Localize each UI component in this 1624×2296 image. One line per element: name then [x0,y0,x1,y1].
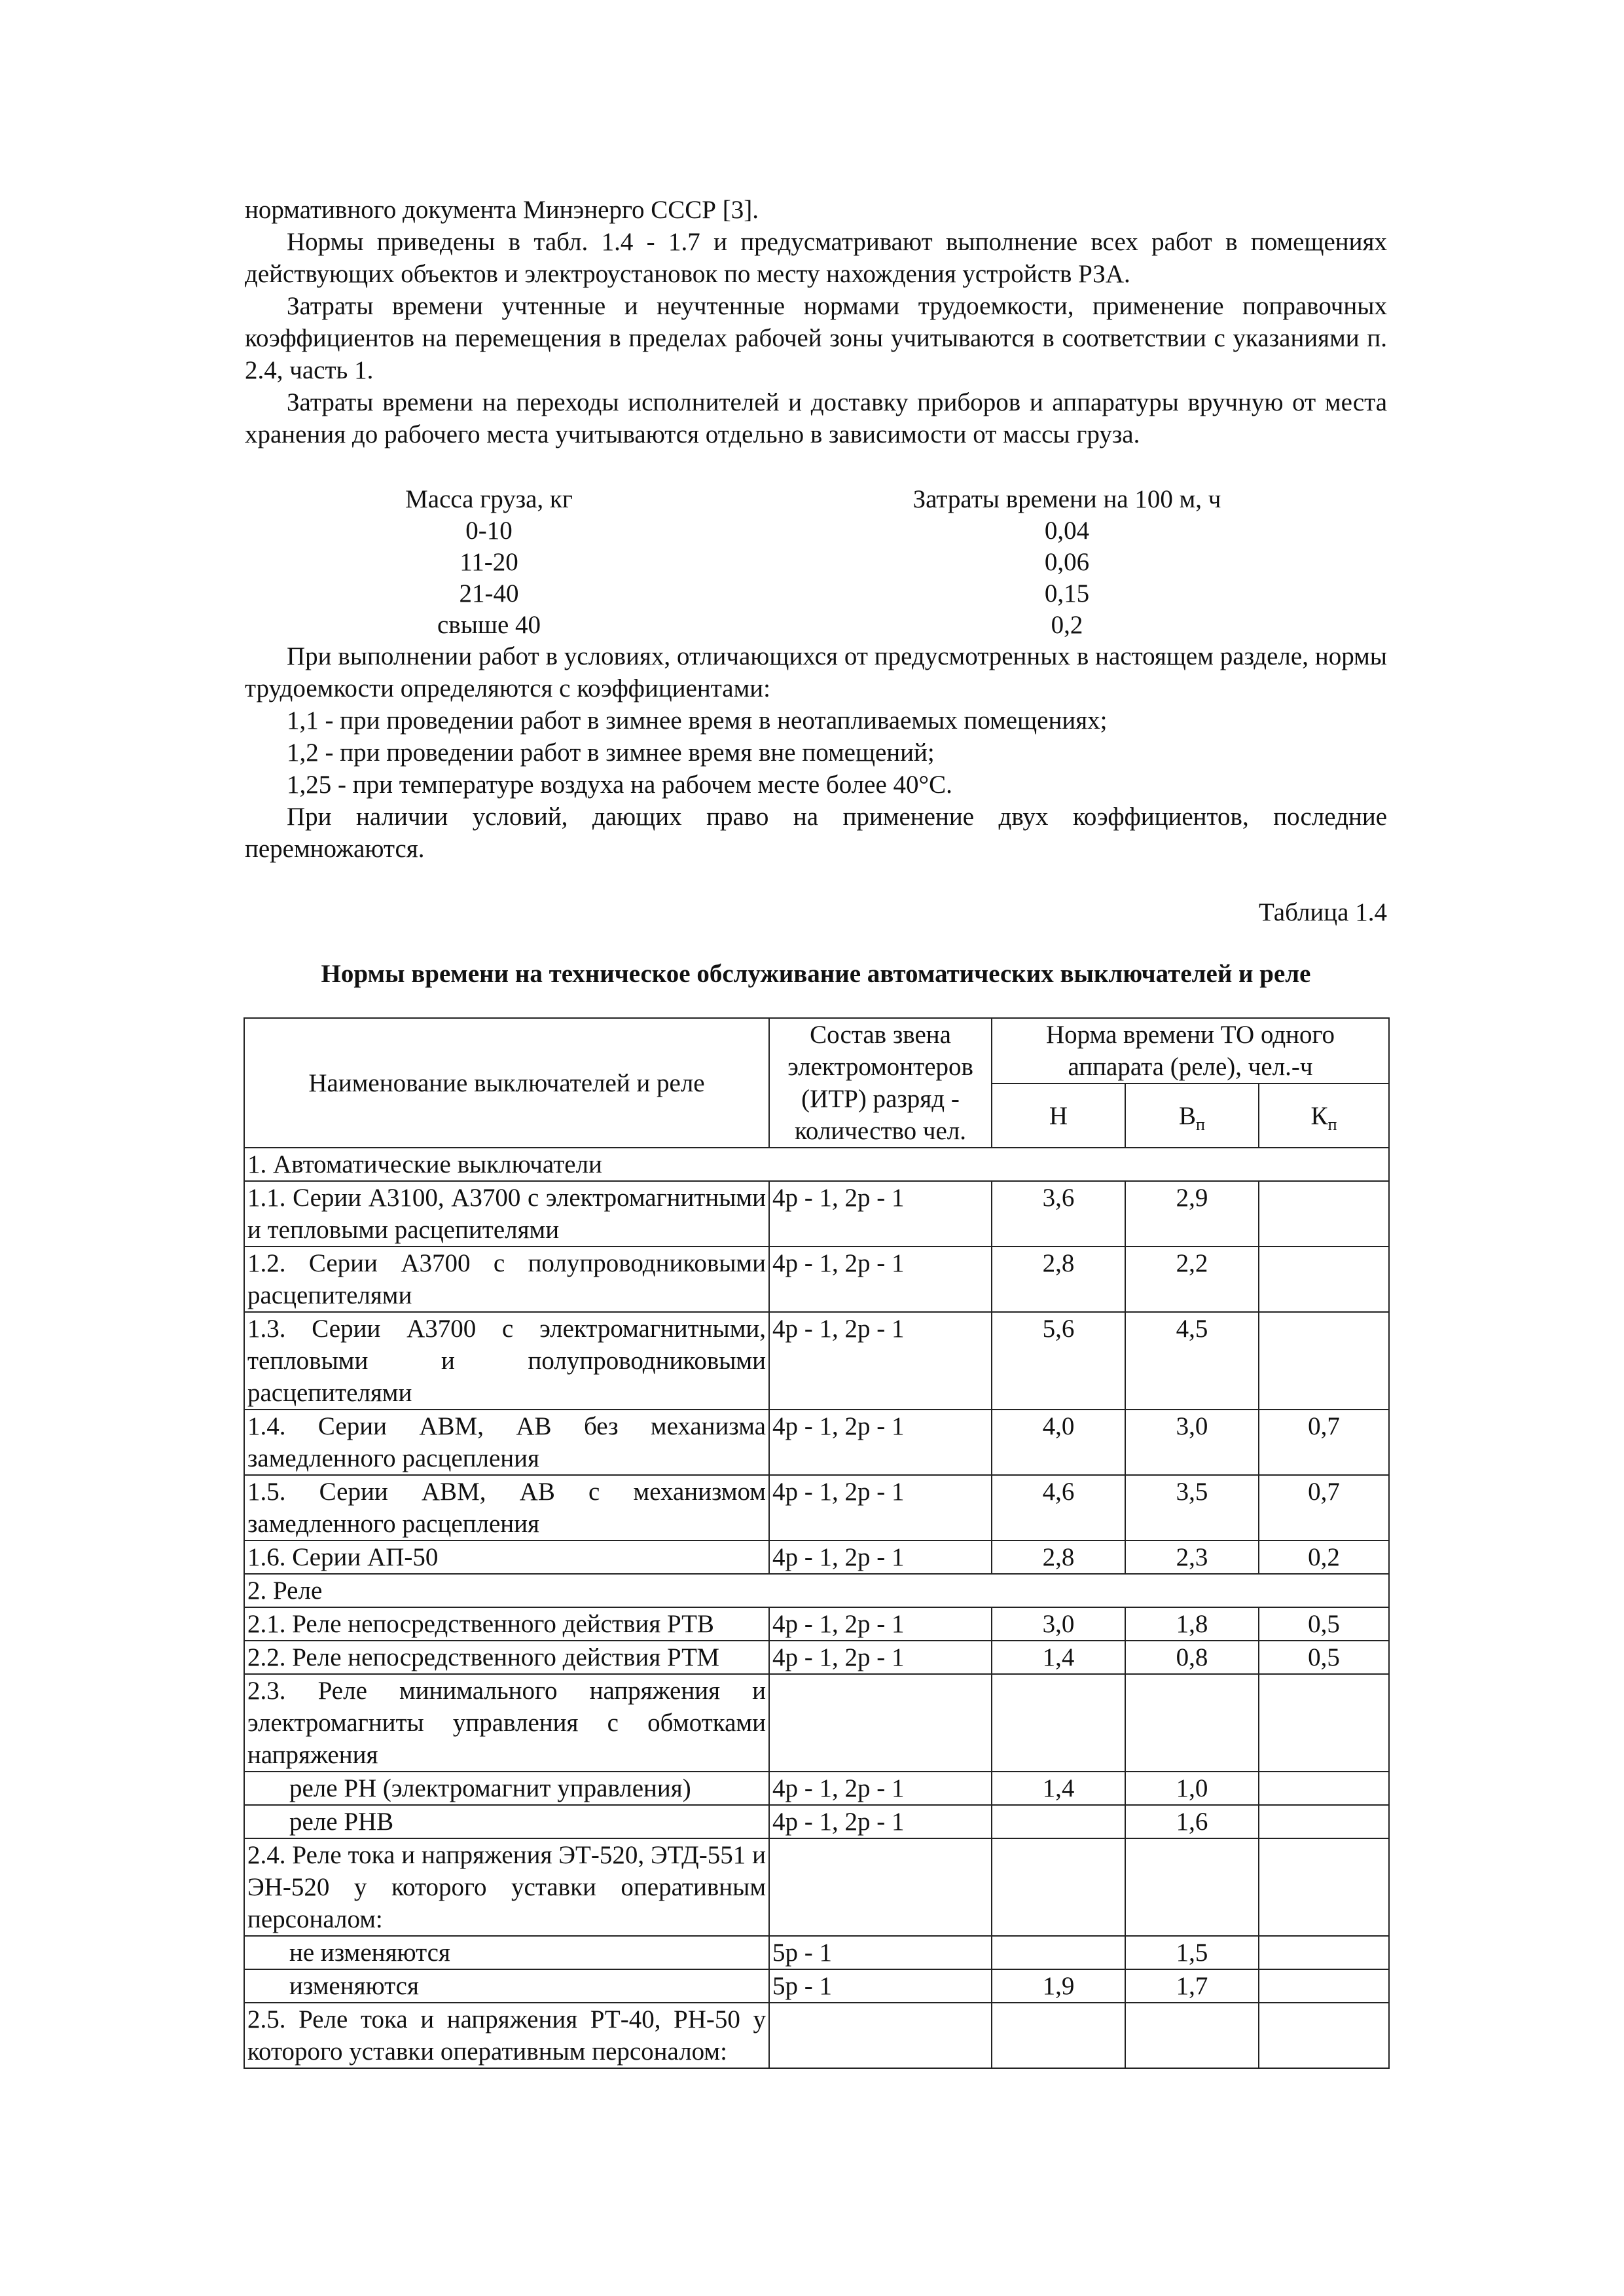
row-name: 1.1. Серии А3100, А3700 с электромагнитными и тепловыми расцепителями [244,1181,769,1247]
row-v: 2,2 [1125,1247,1259,1312]
row-k [1259,1969,1389,2003]
row-crew [769,2003,992,2068]
coefficient-3: 1,25 - при температуре воздуха на рабочем месте более 40°С. [287,771,952,799]
row-h: 2,8 [992,1540,1125,1574]
row-name: 1.2. Серии А3700 с полупроводниковыми расцепителями [244,1247,769,1312]
row-v: 1,7 [1125,1969,1259,2003]
row-k: 0,5 [1259,1607,1389,1641]
row-crew [769,1674,992,1772]
row-crew: 5р - 1 [769,1969,992,2003]
section-title: 2. Реле [244,1574,1389,1607]
time-value: 0,15 [1044,579,1090,608]
row-k: 0,7 [1259,1475,1389,1540]
row-h [992,1674,1125,1772]
row-name: 2.3. Реле минимального напряжения и электромагниты управления с обмотками напряжения [244,1674,769,1772]
time-value: 0,06 [1044,548,1090,576]
mass-table-row [245,609,1387,640]
table-row [244,2003,1389,2068]
mass-table-row [245,577,1387,609]
intro-paragraph-2: Нормы приведены в табл. 1.4 - 1.7 и предусматривают выполнение всех работ в помещениях действующих объектов и электроустановок по месту нахождения устройств РЗА. [245,228,1387,288]
row-name: 2.2. Реле непосредственного действия РТМ [244,1641,769,1674]
table-caption: Таблица 1.4 [1258,898,1387,926]
table-row [244,1969,1389,2003]
row-v: 3,5 [1125,1475,1259,1540]
intro-paragraph-1: нормативного документа Минэнерго СССР [3]. [245,196,759,224]
row-h: 5,6 [992,1312,1125,1410]
table-header-row [244,1018,1389,1084]
row-v: 2,3 [1125,1540,1259,1574]
row-name: не изменяются [244,1936,769,1969]
time-header: Затраты времени на 100 м, ч [912,485,1221,513]
table-row [244,1674,1389,1772]
row-h [992,1936,1125,1969]
row-k [1259,1181,1389,1247]
row-crew: 4р - 1, 2р - 1 [769,1247,992,1312]
row-v: 3,0 [1125,1410,1259,1475]
row-v [1125,2003,1259,2068]
row-crew: 4р - 1, 2р - 1 [769,1410,992,1475]
header-h: Н [992,1084,1125,1148]
row-crew: 4р - 1, 2р - 1 [769,1607,992,1641]
row-h [992,2003,1125,2068]
table-row [244,1805,1389,1838]
section-row [244,1148,1389,1181]
header-crew: Состав звена электромонтеров (ИТР) разряд - количество чел. [769,1018,992,1148]
table-row [244,1641,1389,1674]
norms-table [244,1017,1390,2069]
row-h: 1,9 [992,1969,1125,2003]
row-name: 2.5. Реле тока и напряжения РТ-40, РН-50 у которого уставки оперативным персоналом: [244,2003,769,2068]
section-title: 1. Автоматические выключатели [244,1148,1389,1181]
header-name: Наименование выключателей и реле [244,1018,769,1148]
table-row [244,1410,1389,1475]
row-name: 2.4. Реле тока и напряжения ЭТ-520, ЭТД-551 и ЭН-520 у которого уставки оперативным персоналом: [244,1838,769,1936]
coefficient-2: 1,2 - при проведении работ в зимнее время вне помещений; [287,738,935,767]
row-v: 1,0 [1125,1772,1259,1805]
row-v: 2,9 [1125,1181,1259,1247]
mass-time-table [245,483,1387,640]
intro-paragraph-3: Затраты времени учтенные и неучтенные нормами трудоемкости, применение поправочных коэффициентов на перемещения в пределах рабочей зоны учитываются в соответствии с указаниями п. 2.4, часть 1. [245,292,1387,384]
row-h: 3,6 [992,1181,1125,1247]
row-crew: 4р - 1, 2р - 1 [769,1540,992,1574]
row-name: 2.1. Реле непосредственного действия РТВ [244,1607,769,1641]
row-crew: 4р - 1, 2р - 1 [769,1312,992,1410]
table-row [244,1247,1389,1312]
header-v-subscript: п [1196,1114,1205,1134]
row-k: 0,5 [1259,1641,1389,1674]
table-row [244,1838,1389,1936]
header-v-letter: В [1179,1101,1197,1130]
row-v: 1,6 [1125,1805,1259,1838]
row-name: реле РН (электромагнит управления) [244,1772,769,1805]
row-k [1259,1772,1389,1805]
row-crew: 4р - 1, 2р - 1 [769,1772,992,1805]
table-row [244,1312,1389,1410]
time-value: 0,04 [1044,517,1090,545]
table-title: Нормы времени на техническое обслуживание автоматических выключателей и реле [321,960,1311,988]
header-v [1125,1084,1259,1148]
time-value: 0,2 [1051,611,1083,639]
header-k [1259,1084,1389,1148]
row-name: 1.6. Серии АП-50 [244,1540,769,1574]
row-h: 2,8 [992,1247,1125,1312]
conditions-paragraph-2: При наличии условий, дающих право на применение двух коэффициентов, последние перемножаются. [245,803,1387,863]
row-v [1125,1838,1259,1936]
document-page [245,194,1387,2069]
table-row [244,1936,1389,1969]
row-crew: 4р - 1, 2р - 1 [769,1641,992,1674]
row-crew: 5р - 1 [769,1936,992,1969]
row-k: 0,7 [1259,1410,1389,1475]
row-name: 1.4. Серии АВМ, АВ без механизма замедленного расцепления [244,1410,769,1475]
section-row [244,1574,1389,1607]
row-k [1259,1838,1389,1936]
row-v: 4,5 [1125,1312,1259,1410]
row-h: 4,6 [992,1475,1125,1540]
row-h: 3,0 [992,1607,1125,1641]
row-k [1259,1247,1389,1312]
header-k-subscript: п [1327,1114,1337,1134]
row-v [1125,1674,1259,1772]
mass-table-row [245,546,1387,577]
row-v: 1,8 [1125,1607,1259,1641]
row-name: 1.3. Серии А3700 с электромагнитными, тепловыми и полупроводниковыми расцепителями [244,1312,769,1410]
row-crew [769,1838,992,1936]
mass-header: Масса груза, кг [405,485,573,513]
table-row [244,1181,1389,1247]
table-row [244,1540,1389,1574]
mass-value: 11-20 [460,548,518,576]
row-h: 1,4 [992,1641,1125,1674]
mass-value: 0-10 [465,517,513,545]
row-h: 4,0 [992,1410,1125,1475]
mass-table-header [245,483,1387,515]
row-k [1259,1936,1389,1969]
header-norm: Норма времени ТО одного аппарата (реле), чел.-ч [992,1018,1389,1084]
row-h: 1,4 [992,1772,1125,1805]
row-v: 0,8 [1125,1641,1259,1674]
mass-value: 21-40 [459,579,519,608]
coefficient-1: 1,1 - при проведении работ в зимнее время в неотапливаемых помещениях; [287,706,1108,735]
row-k [1259,1312,1389,1410]
table-row [244,1772,1389,1805]
row-crew: 4р - 1, 2р - 1 [769,1805,992,1838]
conditions-paragraph: При выполнении работ в условиях, отличающихся от предусмотренных в настоящем разделе, нормы трудоемкости определяются с коэффициентами: [245,642,1387,702]
row-name: реле РНВ [244,1805,769,1838]
row-name: изменяются [244,1969,769,2003]
mass-table-row [245,515,1387,546]
mass-value: свыше 40 [437,611,541,639]
row-crew: 4р - 1, 2р - 1 [769,1181,992,1247]
row-name: 1.5. Серии АВМ, АВ с механизмом замедленного расцепления [244,1475,769,1540]
row-k: 0,2 [1259,1540,1389,1574]
row-k [1259,1805,1389,1838]
row-h [992,1805,1125,1838]
table-row [244,1475,1389,1540]
row-crew: 4р - 1, 2р - 1 [769,1475,992,1540]
intro-paragraph-4: Затраты времени на переходы исполнителей и доставку приборов и аппаратуры вручную от места хранения до рабочего места учитываются отдельно в зависимости от массы груза. [245,388,1387,448]
row-h [992,1838,1125,1936]
row-v: 1,5 [1125,1936,1259,1969]
table-row [244,1607,1389,1641]
row-k [1259,1674,1389,1772]
header-k-letter: К [1310,1101,1328,1130]
row-k [1259,2003,1389,2068]
